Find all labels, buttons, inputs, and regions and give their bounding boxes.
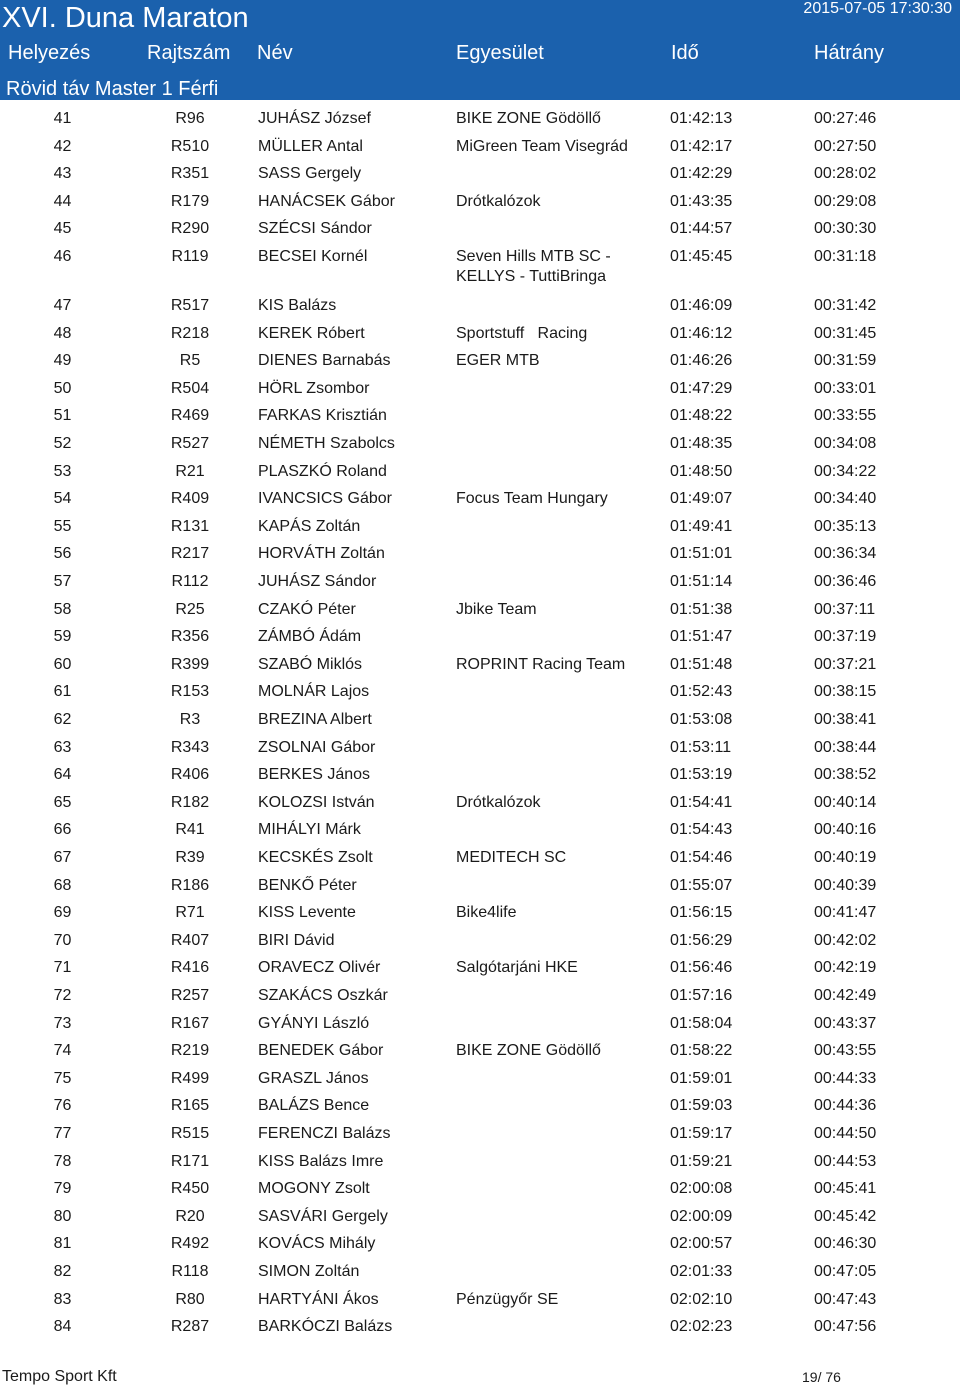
print-datetime: 2015-07-05 17:30:30	[803, 0, 952, 17]
result-gap: 00:38:52	[814, 766, 877, 784]
result-rank: 66	[53, 821, 72, 839]
result-gap: 00:31:59	[814, 352, 877, 370]
result-gap: 00:40:14	[814, 793, 877, 811]
result-rank: 44	[53, 192, 72, 210]
result-club: Pénzügyőr SE	[456, 1290, 559, 1308]
result-gap: 00:40:39	[814, 876, 877, 894]
result-rank: 41	[53, 110, 72, 127]
result-time: 01:59:03	[670, 1097, 733, 1115]
result-time: 01:48:35	[670, 435, 733, 452]
result-gap: 00:42:19	[814, 959, 877, 977]
table-row	[0, 1234, 960, 1261]
result-rank: 78	[53, 1152, 72, 1170]
result-name: SZABÓ Miklós	[258, 655, 363, 673]
table-row	[0, 1041, 960, 1068]
result-rank: 47	[53, 297, 72, 314]
footer-page-number: 19/ 76	[802, 1369, 841, 1385]
result-gap: 00:37:11	[814, 600, 876, 618]
table-row	[0, 462, 960, 489]
result-time: 02:02:10	[670, 1290, 733, 1308]
result-club: ROPRINT Racing Team	[456, 655, 626, 673]
table-row	[0, 247, 960, 285]
table-row	[0, 109, 960, 136]
result-rank: 82	[53, 1263, 72, 1280]
result-time: 01:42:17	[670, 137, 733, 155]
result-gap: 00:34:08	[814, 435, 877, 452]
result-rank: 68	[53, 876, 72, 894]
result-time: 01:46:26	[670, 352, 733, 370]
result-gap: 00:31:18	[814, 248, 877, 265]
result-gap: 00:36:34	[814, 545, 877, 563]
column-header-name: Név	[257, 42, 293, 64]
result-gap: 00:31:45	[814, 324, 877, 342]
result-gap: 00:46:30	[814, 1235, 877, 1253]
result-time: 01:56:29	[670, 931, 733, 949]
result-gap: 00:45:41	[814, 1180, 877, 1198]
result-name: GRASZL János	[258, 1069, 369, 1087]
result-name: ZÁMBÓ Ádám	[258, 628, 362, 646]
result-name: KISS Levente	[258, 904, 356, 922]
table-row	[0, 931, 960, 958]
result-rank: 43	[53, 165, 72, 183]
result-rank: 67	[53, 849, 72, 866]
result-rank: 79	[53, 1180, 72, 1198]
result-club: Bike4life	[456, 904, 517, 922]
result-rank: 73	[53, 1014, 72, 1032]
result-rank: 81	[53, 1235, 72, 1253]
result-rank: 51	[53, 407, 72, 425]
result-bib: R409	[170, 490, 210, 508]
result-time: 01:42:13	[670, 110, 733, 127]
table-row	[0, 406, 960, 433]
result-bib: R5	[179, 352, 201, 370]
result-gap: 00:42:02	[814, 931, 877, 949]
result-bib: R515	[170, 1125, 210, 1142]
result-rank: 74	[53, 1042, 72, 1060]
result-rank: 83	[53, 1290, 72, 1308]
table-row	[0, 1262, 960, 1289]
result-bib: R20	[175, 1207, 205, 1225]
result-rank: 45	[53, 220, 72, 238]
result-name: KOVÁCS Mihály	[258, 1235, 376, 1253]
table-row	[0, 655, 960, 682]
result-name: DIENES Barnabás	[258, 352, 391, 370]
result-club: BIKE ZONE Gödöllő	[456, 110, 601, 127]
result-time: 01:47:29	[670, 379, 733, 397]
table-row	[0, 958, 960, 985]
table-row	[0, 517, 960, 544]
table-row	[0, 765, 960, 792]
result-name: MOLNÁR Lajos	[258, 683, 370, 701]
result-time: 02:00:09	[670, 1207, 733, 1225]
result-name: MIHÁLYI Márk	[258, 821, 361, 839]
result-name: BIRI Dávid	[258, 931, 335, 949]
result-time: 01:58:04	[670, 1014, 733, 1032]
result-time: 01:56:46	[670, 959, 733, 977]
result-name: SZÉCSI Sándor	[258, 220, 372, 238]
result-gap: 00:41:47	[814, 904, 877, 922]
result-bib: R219	[170, 1042, 210, 1060]
result-bib: R179	[170, 192, 210, 210]
result-name: SIMON Zoltán	[258, 1263, 360, 1280]
result-time: 02:00:08	[670, 1180, 733, 1198]
result-gap: 00:34:22	[814, 462, 877, 480]
result-time: 01:51:38	[670, 600, 733, 618]
result-gap: 00:37:21	[814, 655, 877, 673]
result-name: JUHÁSZ József	[258, 110, 371, 127]
table-row	[0, 1152, 960, 1179]
result-bib: R182	[170, 793, 210, 811]
table-row	[0, 192, 960, 219]
result-bib: R112	[171, 573, 209, 590]
result-bib: R351	[170, 165, 210, 183]
result-time: 01:59:01	[670, 1069, 733, 1087]
result-time: 01:59:17	[670, 1125, 733, 1142]
column-header-gap: Hátrány	[814, 42, 885, 64]
result-time: 01:53:08	[670, 711, 733, 728]
result-bib: R407	[170, 931, 210, 949]
result-time: 01:56:15	[670, 904, 733, 922]
result-gap: 00:38:15	[814, 683, 877, 701]
result-name: PLASZKÓ Roland	[258, 462, 387, 480]
result-rank: 54	[53, 490, 72, 508]
result-bib: R504	[170, 379, 210, 397]
result-gap: 00:38:44	[814, 738, 877, 756]
result-rank: 75	[53, 1069, 72, 1087]
result-name: FARKAS Krisztián	[258, 407, 387, 425]
result-bib: R257	[170, 987, 210, 1004]
result-time: 01:54:46	[670, 849, 733, 866]
result-time: 01:51:47	[670, 628, 733, 646]
result-gap: 00:44:50	[814, 1125, 877, 1142]
table-row	[0, 324, 960, 351]
result-bib: R118	[171, 1263, 209, 1280]
result-name: NÉMETH Szabolcs	[258, 435, 395, 452]
result-club: Seven Hills MTB SC - KELLYS - TuttiBringa	[456, 248, 611, 285]
result-rank: 77	[53, 1125, 72, 1142]
result-time: 01:48:50	[670, 462, 733, 480]
result-bib: R406	[170, 766, 210, 784]
table-row	[0, 1069, 960, 1096]
result-bib: R517	[170, 297, 210, 314]
result-bib: R25	[175, 600, 205, 618]
table-row	[0, 137, 960, 164]
table-row	[0, 1014, 960, 1041]
result-gap: 00:33:01	[814, 379, 877, 397]
column-header-position: Helyezés	[8, 42, 91, 64]
result-rank: 58	[53, 600, 72, 618]
result-rank: 50	[53, 379, 72, 397]
result-name: KECSKÉS Zsolt	[258, 849, 373, 866]
table-row	[0, 219, 960, 246]
result-rank: 56	[53, 545, 72, 563]
table-row	[0, 600, 960, 627]
table-row	[0, 1317, 960, 1344]
result-time: 01:53:19	[670, 766, 733, 784]
result-gap: 00:47:43	[814, 1290, 877, 1308]
result-rank: 70	[53, 931, 72, 949]
table-row	[0, 848, 960, 875]
table-row	[0, 434, 960, 461]
table-row	[0, 379, 960, 406]
column-header-club: Egyesület	[456, 42, 544, 64]
result-rank: 64	[53, 766, 72, 784]
result-rank: 65	[53, 793, 72, 811]
result-rank: 80	[53, 1207, 72, 1225]
footer-company: Tempo Sport Kft	[2, 1368, 117, 1385]
result-name: JUHÁSZ Sándor	[258, 573, 377, 590]
table-row	[0, 627, 960, 654]
result-bib: R167	[170, 1014, 210, 1032]
result-time: 01:43:35	[670, 192, 733, 210]
table-row	[0, 1207, 960, 1234]
result-name: BALÁZS Bence	[258, 1097, 370, 1115]
result-gap: 00:44:53	[814, 1152, 877, 1170]
result-bib: R510	[170, 137, 210, 155]
result-name: BENEDEK Gábor	[258, 1042, 384, 1060]
result-bib: R171	[170, 1152, 210, 1170]
result-rank: 69	[53, 904, 72, 922]
result-rank: 84	[53, 1318, 72, 1336]
result-club: Jbike Team	[456, 600, 537, 618]
result-name: SASS Gergely	[258, 165, 362, 183]
result-club: Drótkalózok	[456, 793, 541, 811]
result-name: BARKÓCZI Balázs	[258, 1318, 393, 1336]
result-name: FERENCZI Balázs	[258, 1125, 391, 1142]
result-bib: R290	[170, 220, 210, 238]
result-name: HARTYÁNI Ákos	[258, 1290, 379, 1308]
result-name: BECSEI Kornél	[258, 248, 368, 265]
result-name: BENKŐ Péter	[258, 876, 357, 894]
result-club: EGER MTB	[456, 352, 540, 370]
result-rank: 48	[53, 324, 72, 342]
result-name: KIS Balázs	[258, 297, 337, 314]
table-row	[0, 1179, 960, 1206]
table-row	[0, 1124, 960, 1151]
result-name: HÖRL Zsombor	[258, 379, 370, 397]
result-name: BERKES János	[258, 766, 371, 784]
result-gap: 00:43:55	[814, 1042, 877, 1060]
result-gap: 00:28:02	[814, 165, 877, 183]
result-rank: 46	[53, 248, 72, 265]
result-time: 01:52:43	[670, 683, 733, 701]
result-name: KOLOZSI István	[258, 793, 375, 811]
result-gap: 00:27:50	[814, 137, 877, 155]
result-gap: 00:43:37	[814, 1014, 877, 1032]
column-header-time: Idő	[671, 42, 699, 64]
result-club: MEDITECH SC	[456, 849, 567, 866]
result-name: MÜLLER Antal	[258, 137, 363, 155]
result-gap: 00:35:13	[814, 517, 877, 535]
result-time: 01:49:07	[670, 490, 733, 508]
result-gap: 00:47:05	[814, 1263, 877, 1280]
result-gap: 00:44:33	[814, 1069, 877, 1087]
result-time: 02:02:23	[670, 1318, 733, 1336]
result-time: 01:48:22	[670, 407, 733, 425]
result-bib: R469	[170, 407, 210, 425]
result-rank: 60	[53, 655, 72, 673]
result-name: SZAKÁCS Oszkár	[258, 987, 388, 1004]
result-time: 01:45:45	[670, 248, 733, 265]
result-gap: 00:37:19	[814, 628, 877, 646]
result-rank: 53	[53, 462, 72, 480]
result-rank: 52	[53, 435, 72, 452]
result-bib: R71	[175, 904, 205, 922]
table-row	[0, 544, 960, 571]
result-rank: 72	[53, 987, 72, 1004]
result-bib: R3	[179, 711, 201, 728]
result-gap: 00:29:08	[814, 192, 877, 210]
result-bib: R356	[170, 628, 210, 646]
result-bib: R165	[170, 1097, 210, 1115]
result-rank: 57	[53, 573, 72, 590]
result-gap: 00:40:19	[814, 849, 877, 866]
result-gap: 00:30:30	[814, 220, 877, 238]
table-row	[0, 820, 960, 847]
table-row	[0, 351, 960, 378]
result-rank: 55	[53, 517, 72, 535]
result-club: Sportstuff Racing	[456, 324, 588, 342]
result-gap: 00:34:40	[814, 490, 877, 508]
header-banner	[0, 0, 960, 100]
result-bib: R217	[170, 545, 210, 563]
result-bib: R416	[170, 959, 210, 977]
result-rank: 49	[53, 352, 72, 370]
table-row	[0, 1096, 960, 1123]
result-time: 01:51:48	[670, 655, 733, 673]
result-bib: R527	[170, 435, 210, 452]
result-time: 01:44:57	[670, 220, 733, 238]
result-time: 01:58:22	[670, 1042, 733, 1060]
result-gap: 00:42:49	[814, 987, 877, 1004]
result-club: MiGreen Team Visegrád	[456, 137, 628, 155]
result-bib: R499	[170, 1069, 210, 1087]
result-gap: 00:47:56	[814, 1318, 877, 1336]
table-row	[0, 903, 960, 930]
result-time: 01:46:12	[670, 324, 733, 342]
result-name: KEREK Róbert	[258, 324, 365, 342]
result-rank: 62	[53, 711, 72, 728]
result-club: Salgótarjáni HKE	[456, 959, 578, 977]
result-bib: R96	[175, 110, 205, 127]
result-gap: 00:27:46	[814, 110, 877, 127]
result-gap: 00:45:42	[814, 1207, 877, 1225]
result-name: KISS Balázs Imre	[258, 1152, 384, 1170]
result-time: 01:55:07	[670, 876, 733, 894]
result-name: CZAKÓ Péter	[258, 600, 356, 618]
result-time: 01:49:41	[670, 517, 733, 535]
table-row	[0, 572, 960, 599]
result-name: HANÁCSEK Gábor	[258, 192, 395, 210]
result-gap: 00:40:16	[814, 821, 877, 839]
result-name: GYÁNYI László	[258, 1014, 370, 1032]
result-bib: R119	[171, 248, 209, 265]
result-bib: R80	[175, 1290, 205, 1308]
result-rank: 42	[53, 137, 72, 155]
result-time: 01:42:29	[670, 165, 733, 183]
result-time: 01:57:16	[670, 987, 733, 1004]
result-name: ORAVECZ Olivér	[258, 959, 381, 977]
result-rank: 61	[53, 683, 72, 701]
result-bib: R492	[170, 1235, 210, 1253]
result-club: Focus Team Hungary	[456, 490, 608, 508]
table-row	[0, 164, 960, 191]
event-title: XVI. Duna Maraton	[2, 2, 249, 34]
result-rank: 76	[53, 1097, 72, 1115]
result-time: 01:51:01	[670, 545, 733, 563]
result-name: HORVÁTH Zoltán	[258, 545, 385, 563]
result-bib: R343	[170, 738, 210, 756]
table-row	[0, 986, 960, 1013]
table-row	[0, 296, 960, 323]
result-time: 01:51:14	[670, 573, 733, 590]
result-bib: R21	[175, 462, 205, 480]
result-rank: 59	[53, 628, 72, 646]
result-club: Drótkalózok	[456, 192, 541, 210]
result-gap: 00:38:41	[814, 711, 877, 728]
result-name: KAPÁS Zoltán	[258, 517, 361, 535]
result-bib: R131	[170, 517, 210, 535]
table-row	[0, 876, 960, 903]
result-gap: 00:33:55	[814, 407, 877, 425]
result-time: 02:01:33	[670, 1263, 733, 1280]
result-name: SASVÁRI Gergely	[258, 1207, 388, 1225]
result-rank: 71	[53, 959, 72, 977]
result-time: 01:59:21	[670, 1152, 733, 1170]
result-name: ZSOLNAI Gábor	[258, 738, 376, 756]
result-bib: R41	[175, 821, 205, 839]
result-time: 02:00:57	[670, 1235, 733, 1253]
result-club: BIKE ZONE Gödöllő	[456, 1042, 601, 1060]
result-bib: R287	[170, 1318, 210, 1336]
category-title: Rövid táv Master 1 Férfi	[6, 78, 219, 100]
table-row	[0, 1290, 960, 1317]
result-time: 01:46:09	[670, 297, 733, 314]
column-header-bib: Rajtszám	[147, 42, 231, 64]
table-row	[0, 489, 960, 516]
result-bib: R450	[170, 1180, 210, 1198]
result-gap: 00:44:36	[814, 1097, 877, 1115]
result-time: 01:54:41	[670, 793, 733, 811]
result-bib: R218	[170, 324, 210, 342]
result-bib: R153	[170, 683, 210, 701]
table-row	[0, 793, 960, 820]
result-name: BREZINA Albert	[258, 711, 372, 728]
result-time: 01:53:11	[670, 738, 732, 756]
result-name: MOGONY Zsolt	[258, 1180, 370, 1198]
result-gap: 00:31:42	[814, 297, 877, 314]
result-bib: R39	[175, 849, 205, 866]
result-time: 01:54:43	[670, 821, 733, 839]
result-bib: R399	[170, 655, 210, 673]
result-rank: 63	[53, 738, 72, 756]
result-bib: R186	[170, 876, 210, 894]
result-gap: 00:36:46	[814, 573, 877, 590]
table-row	[0, 710, 960, 737]
table-row	[0, 738, 960, 765]
table-row	[0, 682, 960, 709]
result-name: IVANCSICS Gábor	[258, 490, 392, 508]
